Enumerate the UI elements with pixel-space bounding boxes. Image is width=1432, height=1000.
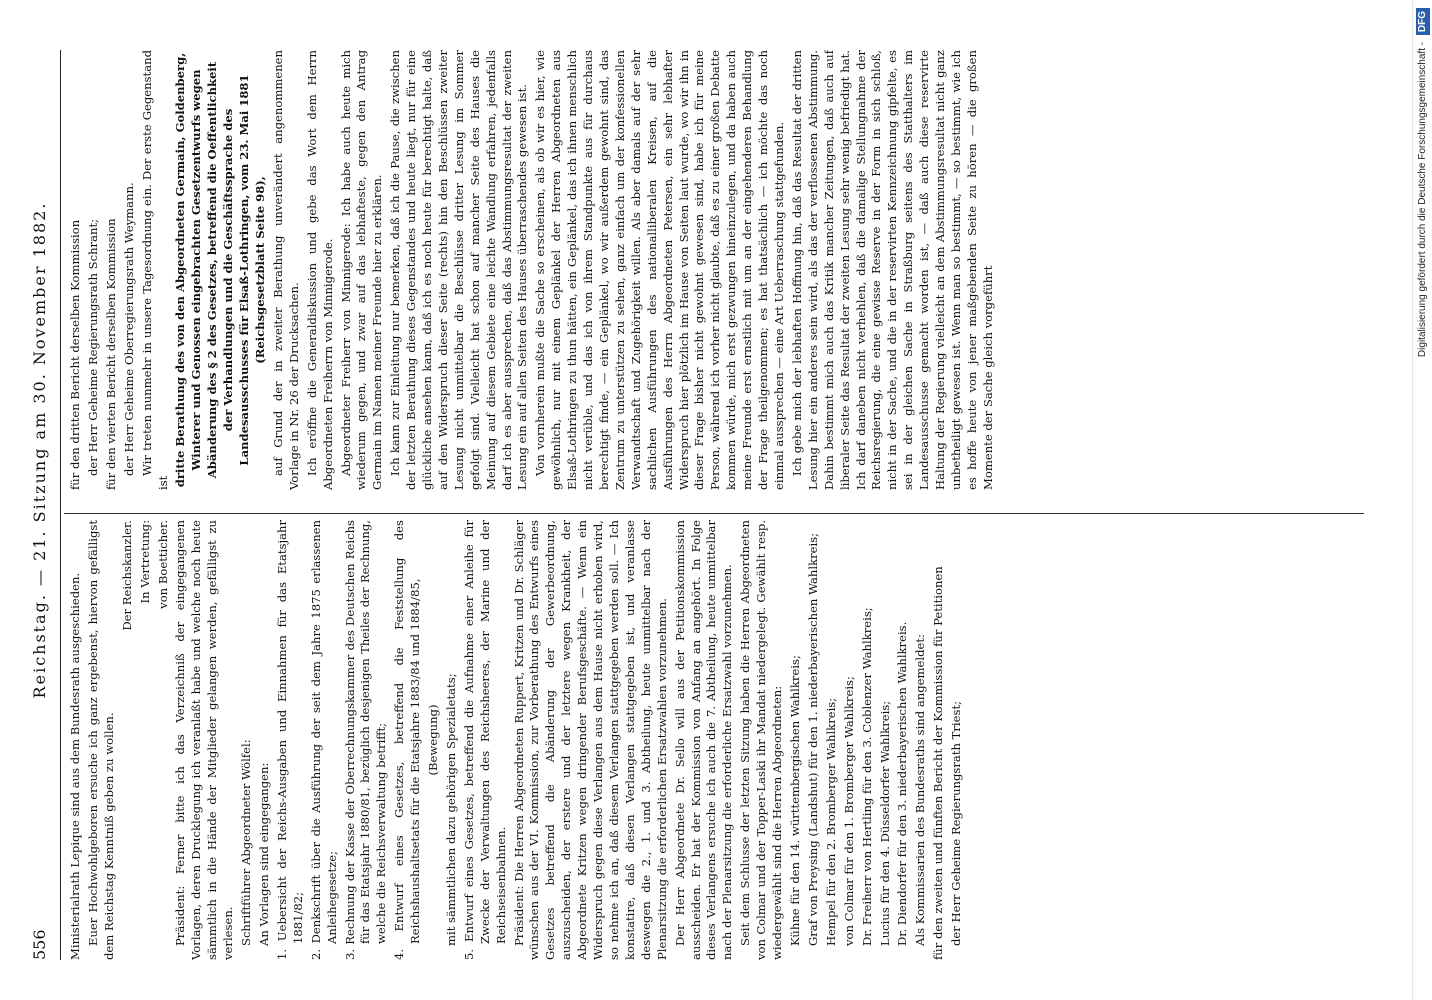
paragraph: An Vorlagen sind eingegangen: xyxy=(256,762,271,946)
dfg-logo: DFG xyxy=(1416,8,1430,35)
signature-line: In Vertretung: xyxy=(137,520,152,604)
list-item: Dr. Freiherr von Hertling für den 3. Coblenzer Wahlkreis; xyxy=(859,607,874,946)
list-item: 1. Uebersicht der Reichs-Ausgaben und Einnahmen für das Etatsjahr 1881/82; xyxy=(274,520,305,960)
list-item: 3. Rechnung der Kasse der Oberrechnungskammer des Deutschen Reichs für das Etatsjahr 1880/81, bezüglich desjenigen Theiles der Rechnung, welche die Reichsverwaltung betrifft; xyxy=(342,520,389,960)
paragraph: Ich kann zur Einleitung nur bemerken, daß ich die Pause, die zwischen der letzten Berathung dieses Gegenstandes und heute liegt, nur für eine glückliche ansehen kann, daß ich es noch heute für berechtigt halte, daß auf den Widerspruch dieser Seite (rechts) hin den Beschlüssen zweiter Lesung nicht unmittelbar die Beschlüsse dritter Lesung im Sommer gefolgt sind. Vielleicht hat schon auf mancher Seite des Hauses die Meinung auf diesem Gebiete eine leichte Wandlung erfahren, jedenfalls darf ich es aber aussprechen, daß das Abstimmungsresultat der zweiten Lesung ein auf allen Seiten des Hauses überraschendes gewesen ist. xyxy=(388,50,530,490)
left-column xyxy=(68,520,1358,960)
paragraph: Ich eröffne die Generaldiskussion und gebe das Wort dem Herrn Abgeordneten Freiherrn von Minnigerode. xyxy=(304,50,335,490)
paragraph: Als Kommissarien des Bundesraths sind angemeldet: xyxy=(913,634,928,946)
digitization-credit-bar xyxy=(1412,0,1432,1000)
paragraph: Ich gebe mich der lebhaften Hoffnung hin, daß das Resultat der dritten Lesung hier ein anderes sein wird, als das der verflossenen Abstimmung. Dahin bestimmt mich auch das Kritik mancher Zeitungen, daß auch auf liberaler Seite das Resultat der zweiten Lesung sehr wenig befriedigt hat. Ich darf daneben nicht verhehlen, daß die damalige Stellungnahme der Reichsregierung, die eine gewisse Reserve in der Form in sich schloß, nicht in der Sache, und die in der reservirten Kennzeichnung gipfelte, es sei in der gleichen Sache in Straßburg seitens des Statthalters im Landesausschusse gemacht worden ist, — daß auch diese reservirte Haltung der Regierung vielleicht an dem Abstimmungsresultat nicht ganz unbetheiligt gewesen ist. Wenn man so bestimmt, — so bestimmt, wie ich es hoffe heute von jener maßgebenden Seite zu hören — die großen Momente der Sache gleich vorgeführt xyxy=(789,50,995,490)
list-item: 5. Entwurf eines Gesetzes, betreffend die Aufnahme einer Anleihe für Zwecke der Verwaltungen des Reichsheeres, der Marine und der Reichseisenbahnen. xyxy=(461,520,508,960)
paragraph: Schriftführer Abgeordneter Wölfel: xyxy=(239,739,254,946)
paragraph: Von vornherein mußte die Sache so erscheinen, als ob wir es hier, wie gewöhnlich, nur mit einem Geplänkel der Herren Abgeordneten aus Elsaß-Lothringen zu thun hätten, ein Geplänkel, das ich ihnen menschlich nicht verüble, und das ich von ihrem Standpunkte aus für durchaus berechtigt finde, — ein Geplänkel, wo wir außerdem gewohnt sind, das Zentrum zu unterstützen zu sehen, ganz einfach um der konfessionellen Verwandtschaft und Zugehörigkeit willen. Als aber damals auf der sehr sachlichen Ausführungen des nationalliberalen Kreisen, auf die Ausführungen des Herrn Abgeordneten Petersen, ein sehr lebhafter Widerspruch hier plötzlich im Hause von Seiten laut wurde, wo wir ihn in dieser Frage bisher nicht gewohnt gewesen sind, habe ich für meine Person, während ich vorher nicht glaubte, daß es zu einer großen Debatte kommen würde, mich erst gezwungen hineinzulegen, und da haben auch meine Freunde erst ernstlich mit um an der eingehenderen Behandlung der Frage theilgenommen; es hat thatsächlich — ich möchte das noch einmal aussprechen — eine Art Ueberraschung stattgefunden. xyxy=(533,50,786,490)
paragraph: für den vierten Bericht derselben Kommission xyxy=(103,218,118,490)
paragraph: Wir treten nunmehr in unsere Tagesordnung ein. Der erste Gegenstand ist xyxy=(139,50,170,490)
page-number: 556 xyxy=(30,929,49,960)
paragraph: für den dritten Bericht derselben Kommission xyxy=(68,219,82,490)
paragraph: auf Grund der in zweiter Berathung unverändert angenommenen Vorlage in Nr. 26 der Drucksachen. xyxy=(270,50,301,490)
paragraph: Abgeordneter Freiherr von Minnigerode: Ich habe auch heute mich wiederum gegen, und zwar auf das lebhafteste, gegen den Antrag Germain im Namen meiner Freunde hier zu erklären. xyxy=(338,50,385,490)
page-title: Reichstag. — 21. Sitzung am 30. November 1882. xyxy=(30,201,49,699)
paragraph: für den zweiten und fünften Bericht der Kommission für Petitionen xyxy=(931,566,946,960)
list-item: mit sämmtlichen dazu gehörigen Spezialetats; xyxy=(443,673,458,946)
list-item: der Herr Geheime Regierungsrath Schrant; xyxy=(85,218,100,476)
paragraph: Der Herr Abgeordnete Dr. Sello will aus der Petitionskommission ausscheiden. Er hat der Kommission von Anfang an angehört. In Folge dieses Verlangens ersuche ich auch die 7. Abtheilung, heute unmittelbar nach der Plenarsitzung die erforderliche Ersatzwahl vorzunehmen. xyxy=(672,520,735,960)
header-rule xyxy=(60,50,61,960)
list-item: von Colmar für den 1. Bromberger Wahlkreis; xyxy=(841,676,856,946)
list-item: der Herr Geheime Regierungsrath Triest; xyxy=(949,700,964,946)
page-header xyxy=(22,60,62,960)
digitization-credit xyxy=(1413,0,1432,1000)
list-item: Hempel für den 2. Bromberger Wahlkreis; xyxy=(823,697,838,946)
signature-line: Der Reichskanzler. xyxy=(119,520,134,631)
agenda-heading: dritte Berathung des von den Abgeordneten Germain, Goldenberg, Winterer und Genossen eingebrachten Gesetzentwurfs wegen Abänderung des § 2 des Gesetzes, betreffend die Oeffentlichkeit der Verhandlungen und die Geschäftssprache des Landesausschusses für Elsaß-Lothringen, vom 23. Mai 1881 (Reichsgesetzblatt Seite 98), xyxy=(173,52,267,488)
stage-direction: (Bewegung) xyxy=(426,704,441,776)
list-item: Kühne für den 14. württembergischen Wahlkreis; xyxy=(787,655,802,946)
list-item: Graf von Preysing (Landshut) für den 1. niederbayerischen Wahlkreis; xyxy=(805,532,820,946)
paragraph: Seit dem Schlusse der letzten Sitzung haben die Herren Abgeordneten von Colmar und der Topper-Laski ihr Mandat niedergelegt. Gewählt resp. wiedergewählt sind die Herren Abgeordneten: xyxy=(738,520,785,960)
paragraph: Präsident: Ferner bitte ich das Verzeichniß der eingegangenen Vorlagen, deren Drucklegung ich veranlaßt habe und welche noch heute sämmtlich in die Hände der Mitglieder gelangen werden, gefälligst zu verlesen. xyxy=(173,520,236,960)
column-divider xyxy=(64,513,1364,514)
list-item: 4. Entwurf eines Gesetzes, betreffend die Feststellung des Reichshaushaltsetats für die Etatsjahre 1883/84 und 1884/85, xyxy=(392,520,423,960)
right-column xyxy=(68,50,1358,490)
list-item: Dr. Diendorfer für den 3. niederbayerischen Wahlkreis. xyxy=(895,621,910,946)
list-item: Lucius für den 4. Düsseldorfer Wahlkreis; xyxy=(877,700,892,946)
credit-text: Digitalisierung gefördert durch die Deutsche Forschungsgemeinschaft - xyxy=(1417,41,1428,358)
signature-line: von Boetticher. xyxy=(155,520,170,609)
paragraph: Ministerialrath Lepique sind aus dem Bundesrath ausgeschieden. xyxy=(68,572,82,960)
list-item: 2. Denkschrift über die Ausführung der seit dem Jahre 1875 erlassenen Anleihegesetze; xyxy=(308,520,339,960)
list-item: der Herr Geheime Oberregierungsrath Weymann. xyxy=(121,182,136,476)
paragraph: Euer Hochwohlgeboren ersuche ich ganz ergebenst, hiervon gefälligst dem Reichstag Kenntniß geben zu wollen. xyxy=(85,520,116,960)
paragraph: Präsident: Die Herren Abgeordneten Ruppert, Kritzen und Dr. Schläger wünschen aus der VI. Kommission, zur Vorberathung des Entwurfs eines Gesetzes betreffend die Abänderung der Gewerbeordnung, auszuscheiden, der erstere und der letztere wegen Krankheit, der Abgeordnete Kritzen wegen dringender Berufsgeschäfte. — Wenn ein Widerspruch gegen diese Verlangen aus dem Hause nicht erhoben wird, so nehme ich an, daß diesem Verlangen stattgegeben werden soll. — Ich konstatire, daß diesen Verlangen stattgegeben ist, und veranlasse deswegen die 2., 1. und 3. Abtheilung, heute unmittelbar nach der Plenarsitzung die erforderlichen Ersatzwahlen vorzunehmen. xyxy=(511,520,669,960)
